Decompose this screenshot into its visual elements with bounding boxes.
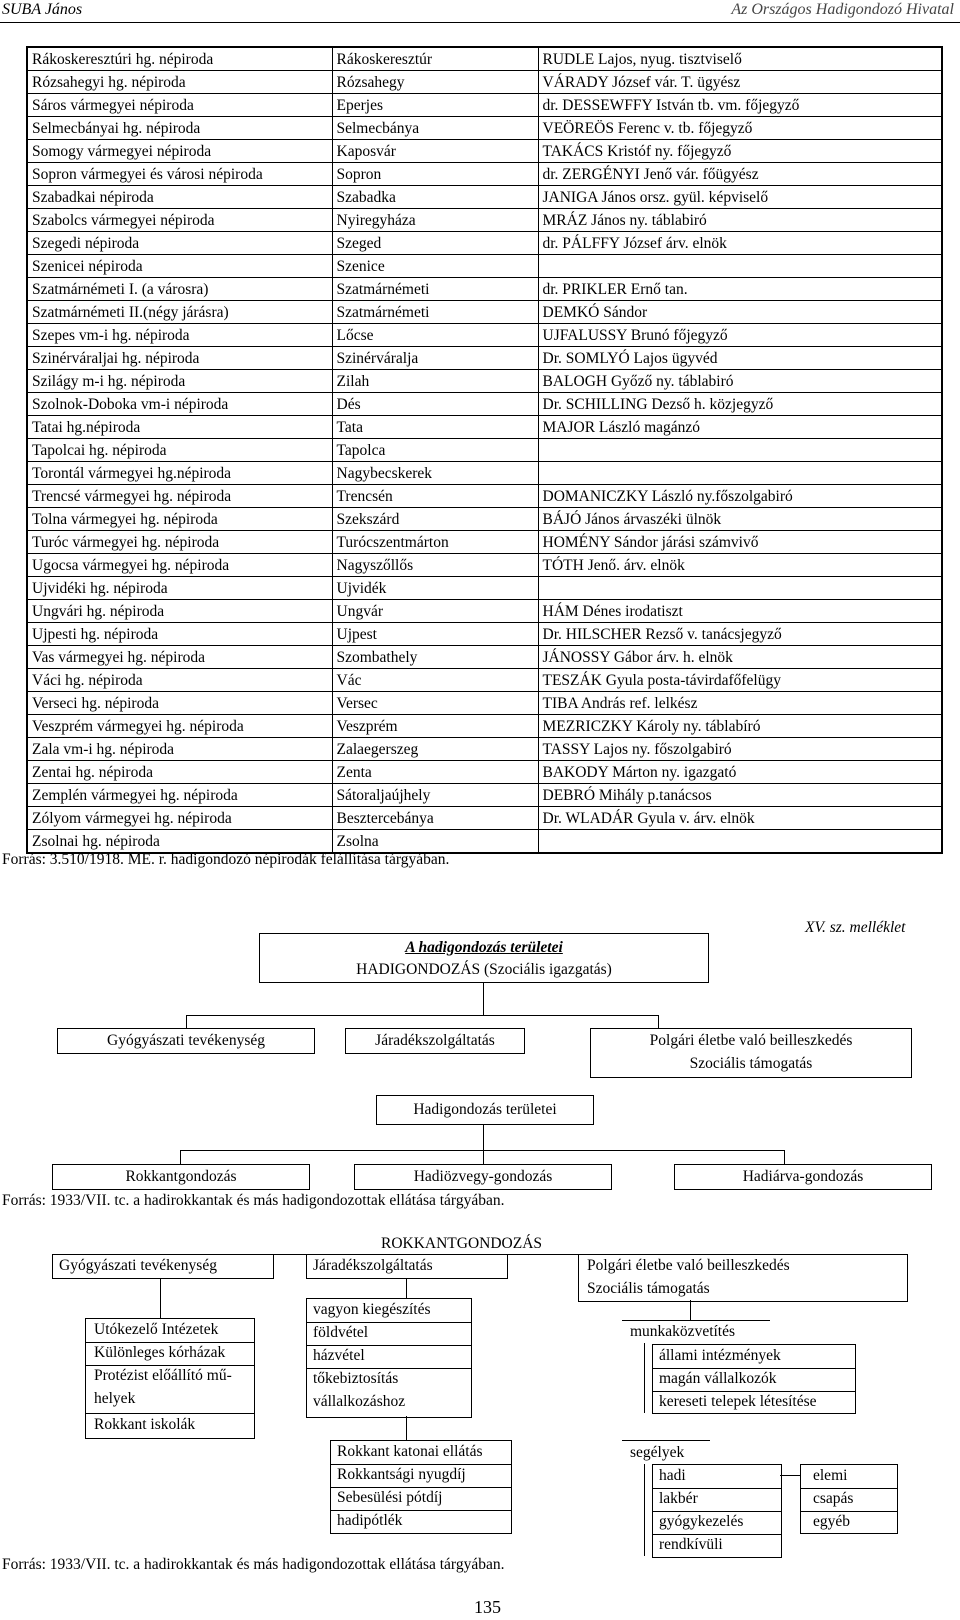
table-row [27, 807, 942, 830]
col2-head: Járadékszolgáltatás [313, 1257, 433, 1274]
connector [483, 982, 484, 1015]
office-name-cell: Szinérváraljai hg. népiroda [27, 347, 332, 370]
annex-label: XV. sz. melléklet [805, 919, 906, 936]
seat-cell: Tapolca [332, 439, 538, 462]
branch-medical-label: Gyógyászati tevékenység [107, 1032, 265, 1049]
table-source: Forrás: 3.510/1918. ME. r. hadigondozó népirodák felállítása tárgyában. [2, 851, 450, 868]
table-row [27, 71, 942, 94]
col3-work-item: magán vállalkozók [659, 1370, 777, 1387]
table-row [27, 715, 942, 738]
office-name-cell: Zsolnai hg. népiroda [27, 830, 332, 854]
col3-aid-type: csapás [813, 1490, 854, 1507]
connector [658, 1015, 659, 1029]
connector [690, 1300, 691, 1320]
head-cell [538, 462, 942, 485]
table-row [27, 784, 942, 807]
seat-cell: Szekszárd [332, 508, 538, 531]
col3-head-1: Polgári életbe való beilleszkedés [587, 1257, 790, 1274]
row-divider [801, 1488, 897, 1489]
col1-head-box [52, 1254, 274, 1279]
table-row [27, 646, 942, 669]
row-divider [86, 1413, 254, 1414]
row-divider [331, 1510, 511, 1511]
head-cell: TÓTH Jenő. árv. elnök [538, 554, 942, 577]
col3-aid-label: segélyek [630, 1444, 685, 1461]
root-box [259, 933, 709, 983]
table-row [27, 347, 942, 370]
head-cell: dr. PÁLFFY József árv. elnök [538, 232, 942, 255]
office-name-cell: Turóc vármegyei hg. népiroda [27, 531, 332, 554]
table-row [27, 278, 942, 301]
table-row [27, 692, 942, 715]
head-cell: TAKÁCS Kristóf ny. főjegyző [538, 140, 942, 163]
office-name-cell: Sopron vármegyei és városi népiroda [27, 163, 332, 186]
col1-item: helyek [94, 1390, 136, 1407]
seat-cell: Zilah [332, 370, 538, 393]
col3-aid-type: egyéb [813, 1513, 851, 1530]
office-name-cell: Zemplén vármegyei hg. népiroda [27, 784, 332, 807]
office-name-cell: Torontál vármegyei hg.népiroda [27, 462, 332, 485]
seat-cell: Nagyszőllős [332, 554, 538, 577]
head-cell: VÁRADY József vár. T. ügyész [538, 71, 942, 94]
row-divider [801, 1511, 897, 1512]
table-row [27, 47, 942, 71]
diagram2-source: Forrás: 1933/VII. tc. a hadirokkantak és más hadigondozottak ellátása tárgyában. [2, 1556, 505, 1573]
head-cell: Dr. HILSCHER Rezső v. tanácsjegyző [538, 623, 942, 646]
branch-benefit-box [345, 1028, 525, 1054]
head-cell: MRÁZ János ny. táblabiró [538, 209, 942, 232]
connector [644, 1464, 645, 1556]
head-cell: DEMKÓ Sándor [538, 301, 942, 324]
seat-cell: Nagybecskerek [332, 462, 538, 485]
col2-item: vagyon kiegészítés [313, 1301, 431, 1318]
col2-lower-item: Sebesülési pótdíj [337, 1489, 443, 1506]
publication-header: Az Országos Hadigondozó Hivatal [731, 1, 954, 18]
connector [644, 1343, 645, 1413]
head-cell: BALOGH Győző ny. táblabiró [538, 370, 942, 393]
col3-aid-item: gyógykezelés [659, 1513, 744, 1530]
head-cell: dr. ZERGÉNYI Jenő vár. főügyész [538, 163, 942, 186]
office-name-cell: Szegedi népiroda [27, 232, 332, 255]
connector [186, 1015, 658, 1016]
col2-head-box [306, 1254, 508, 1279]
seat-cell: Sátoraljaújhely [332, 784, 538, 807]
head-cell: BÁJÓ János árvaszéki ülnök [538, 508, 942, 531]
table-row [27, 209, 942, 232]
office-name-cell: Trencsé vármegyei hg. népiroda [27, 485, 332, 508]
table-row [27, 255, 942, 278]
col1-item: Utókezelő Intézetek [94, 1321, 219, 1338]
col3-work-item: állami intézmények [659, 1347, 781, 1364]
table-row [27, 577, 942, 600]
branch-medical-box [57, 1028, 315, 1054]
leaf-widow-label: Hadiözvegy-gondozás [413, 1168, 553, 1185]
office-name-cell: Ujpesti hg. népiroda [27, 623, 332, 646]
table-row [27, 669, 942, 692]
seat-cell: Vác [332, 669, 538, 692]
head-cell: dr. PRIKLER Ernő tan. [538, 278, 942, 301]
connector [160, 1278, 161, 1318]
col1-item: Rokkant iskolák [94, 1416, 196, 1433]
table-row [27, 324, 942, 347]
office-name-cell: Ugocsa vármegyei hg. népiroda [27, 554, 332, 577]
seat-cell: Kaposvár [332, 140, 538, 163]
col2-lower-item: hadipótlék [337, 1512, 403, 1529]
leaf-disabled-label: Rokkantgondozás [125, 1168, 237, 1185]
office-name-cell: Rózsahegyi hg. népiroda [27, 71, 332, 94]
office-name-cell: Ungvári hg. népiroda [27, 600, 332, 623]
seat-cell: Szatmárnémeti [332, 278, 538, 301]
row-divider [653, 1368, 855, 1369]
diagram1-source: Forrás: 1933/VII. tc. a hadirokkantak és más hadigondozottak ellátása tárgyában. [2, 1192, 505, 1209]
row-divider [331, 1487, 511, 1488]
col3-head-box [578, 1254, 908, 1302]
table-row [27, 232, 942, 255]
table-row [27, 554, 942, 577]
office-name-cell: Tapolcai hg. népiroda [27, 439, 332, 462]
seat-cell: Versec [332, 692, 538, 715]
office-name-cell: Selmecbányai hg. népiroda [27, 117, 332, 140]
row-divider [653, 1534, 781, 1535]
col2-lower-item: Rokkantsági nyugdíj [337, 1466, 466, 1483]
seat-cell: Zalaegerszeg [332, 738, 538, 761]
table-row [27, 508, 942, 531]
connector [180, 1150, 181, 1164]
head-cell [538, 255, 942, 278]
row-divider [307, 1368, 471, 1369]
head-cell: DOMANICZKY László ny.főszolgabiró [538, 485, 942, 508]
seat-cell: Szombathely [332, 646, 538, 669]
seat-cell: Zsolna [332, 830, 538, 854]
head-cell: MEZRICZKY Károly ny. táblabíró [538, 715, 942, 738]
row-divider [653, 1511, 781, 1512]
col3-work-item: kereseti telepek létesítése [659, 1393, 817, 1410]
office-name-cell: Szilágy m-i hg. népiroda [27, 370, 332, 393]
office-name-cell: Szepes vm-i hg. népiroda [27, 324, 332, 347]
office-name-cell: Zólyom vármegyei hg. népiroda [27, 807, 332, 830]
head-cell: TIBA András ref. lelkész [538, 692, 942, 715]
seat-cell: Rákoskeresztúr [332, 47, 538, 71]
seat-cell: Dés [332, 393, 538, 416]
office-name-cell: Tolna vármegyei hg. népiroda [27, 508, 332, 531]
seat-cell: Tata [332, 416, 538, 439]
table-row [27, 301, 942, 324]
head-cell: RUDLE Lajos, nyug. tisztviselő [538, 47, 942, 71]
seat-cell: Veszprém [332, 715, 538, 738]
office-name-cell: Ujvidéki hg. népiroda [27, 577, 332, 600]
office-name-cell: Szabadkai népiroda [27, 186, 332, 209]
branch-social-box [590, 1028, 912, 1078]
col3-work-label: munkaközvetítés [630, 1323, 736, 1340]
seat-cell: Sopron [332, 163, 538, 186]
connector [186, 1015, 187, 1029]
col1-head: Gyógyászati tevékenység [59, 1257, 217, 1274]
seat-cell: Turócszentmárton [332, 531, 538, 554]
office-name-cell: Szatmárnémeti II.(négy járásra) [27, 301, 332, 324]
table-row [27, 186, 942, 209]
col3-aid-box [652, 1464, 782, 1558]
root-label: HADIGONDOZÁS (Szociális igazgatás) [356, 961, 612, 978]
head-cell [538, 577, 942, 600]
seat-cell: Zenta [332, 761, 538, 784]
head-cell [538, 439, 942, 462]
col3-aid-type: elemi [813, 1467, 848, 1484]
office-name-cell: Veszprém vármegyei hg. népiroda [27, 715, 332, 738]
seat-cell: Ungvár [332, 600, 538, 623]
head-cell: DEBRÓ Mihály p.tanácsos [538, 784, 942, 807]
seat-cell: Szatmárnémeti [332, 301, 538, 324]
connector [406, 1416, 407, 1440]
col1-list-box [85, 1318, 255, 1439]
row-divider [653, 1488, 781, 1489]
row-divider [331, 1464, 511, 1465]
seat-cell: Nyiregyháza [332, 209, 538, 232]
table-row [27, 600, 942, 623]
col2-item: tőkebiztosítás [313, 1370, 399, 1387]
head-cell: HÁM Dénes irodatiszt [538, 600, 942, 623]
seat-cell: Szeged [332, 232, 538, 255]
table-row [27, 623, 942, 646]
col2-list-box [306, 1298, 472, 1418]
seat-cell: Eperjes [332, 94, 538, 117]
head-cell: Dr. SCHILLING Dezső h. közjegyző [538, 393, 942, 416]
table-row [27, 94, 942, 117]
row-divider [307, 1322, 471, 1323]
head-cell: Dr. SOMLYÓ Lajos ügyvéd [538, 347, 942, 370]
seat-cell: Ujvidék [332, 577, 538, 600]
table-row [27, 140, 942, 163]
col3-aid-item: hadi [659, 1467, 686, 1484]
col2-item: földvétel [313, 1324, 369, 1341]
col3-work-box [652, 1344, 856, 1414]
leaf-orphan-box [674, 1164, 932, 1190]
connector [622, 1440, 710, 1441]
office-name-cell: Szabolcs vármegyei népiroda [27, 209, 332, 232]
table-row [27, 439, 942, 462]
seat-cell: Szenice [332, 255, 538, 278]
office-name-cell: Tatai hg.népiroda [27, 416, 332, 439]
seat-cell: Trencsén [332, 485, 538, 508]
office-name-cell: Vas vármegyei hg. népiroda [27, 646, 332, 669]
diagram1-title: A hadigondozás területei [405, 939, 563, 956]
col3-head-2: Szociális támogatás [587, 1280, 710, 1297]
office-name-cell: Zentai hg. népiroda [27, 761, 332, 784]
head-cell: TESZÁK Gyula posta-távirdafőfelügy [538, 669, 942, 692]
connector [180, 1150, 784, 1151]
office-name-cell: Szatmárnémeti I. (a városra) [27, 278, 332, 301]
row-divider [307, 1345, 471, 1346]
office-table [26, 46, 943, 854]
head-cell: BAKODY Márton ny. igazgató [538, 761, 942, 784]
col3-aid-item: rendkívüli [659, 1536, 723, 1553]
row-divider [653, 1391, 855, 1392]
branch-benefit-label: Járadékszolgáltatás [375, 1032, 495, 1049]
table-row [27, 117, 942, 140]
head-cell: HOMÉNY Sándor járási számvivő [538, 531, 942, 554]
seat-cell: Szabadka [332, 186, 538, 209]
office-name-cell: Zala vm-i hg. népiroda [27, 738, 332, 761]
table-row [27, 393, 942, 416]
head-cell: UJFALUSSY Brunó főjegyző [538, 324, 942, 347]
diagram2-title: ROKKANTGONDOZÁS [381, 1235, 543, 1252]
author-header: SUBA János [2, 1, 83, 18]
header-rule [0, 22, 960, 23]
leaf-widow-box [354, 1164, 612, 1190]
connector [483, 1124, 484, 1164]
leaf-disabled-box [52, 1164, 310, 1190]
seat-cell: Rózsahegy [332, 71, 538, 94]
branch-social-label-2: Szociális támogatás [689, 1055, 813, 1072]
seat-cell: Lőcse [332, 324, 538, 347]
office-name-cell: Váci hg. népiroda [27, 669, 332, 692]
row-divider [86, 1342, 254, 1343]
row-divider [86, 1365, 254, 1366]
table-row [27, 485, 942, 508]
col1-item: Különleges kórházak [94, 1344, 226, 1361]
middle-box [376, 1095, 594, 1125]
col1-item: Protézist előállító mű- [94, 1367, 232, 1384]
leaf-orphan-label: Hadiárva-gondozás [742, 1168, 864, 1185]
col2-lower-box [330, 1440, 512, 1534]
table-row [27, 416, 942, 439]
table-row [27, 370, 942, 393]
connector [406, 1278, 407, 1298]
table-row [27, 738, 942, 761]
head-cell: Dr. WLADÁR Gyula v. árv. elnök [538, 807, 942, 830]
office-name-cell: Sáros vármegyei népiroda [27, 94, 332, 117]
seat-cell: Selmecbánya [332, 117, 538, 140]
office-name-cell: Szenicei népiroda [27, 255, 332, 278]
head-cell: MAJOR László magánzó [538, 416, 942, 439]
col3-aid-item: lakbér [659, 1490, 698, 1507]
seat-cell: Besztercebánya [332, 807, 538, 830]
head-cell [538, 830, 942, 854]
table-row [27, 462, 942, 485]
office-name-cell: Szolnok-Doboka vm-i népiroda [27, 393, 332, 416]
branch-social-label-1: Polgári életbe való beilleszkedés [649, 1032, 853, 1049]
page-number: 135 [474, 1597, 501, 1617]
office-name-cell: Verseci hg. népiroda [27, 692, 332, 715]
seat-cell: Ujpest [332, 623, 538, 646]
table-row [27, 531, 942, 554]
head-cell: VEÖREÖS Ferenc v. tb. főjegyző [538, 117, 942, 140]
table-row [27, 163, 942, 186]
connector [784, 1150, 785, 1164]
head-cell: dr. DESSEWFFY István tb. vm. főjegyző [538, 94, 942, 117]
office-name-cell: Somogy vármegyei népiroda [27, 140, 332, 163]
middle-label: Hadigondozás területei [413, 1101, 557, 1118]
office-name-cell: Rákoskeresztúri hg. népiroda [27, 47, 332, 71]
col2-lower-item: Rokkant katonai ellátás [337, 1443, 483, 1460]
seat-cell: Szinérváralja [332, 347, 538, 370]
head-cell: JANIGA János orsz. gyül. képviselő [538, 186, 942, 209]
col3-aid-types-box [800, 1464, 898, 1534]
connector [780, 1475, 800, 1476]
table-row [27, 761, 942, 784]
head-cell: JÁNOSSY Gábor árv. h. elnök [538, 646, 942, 669]
head-cell: TASSY Lajos ny. főszolgabiró [538, 738, 942, 761]
col2-item: vállalkozáshoz [313, 1393, 406, 1410]
col2-item: házvétel [313, 1347, 365, 1364]
